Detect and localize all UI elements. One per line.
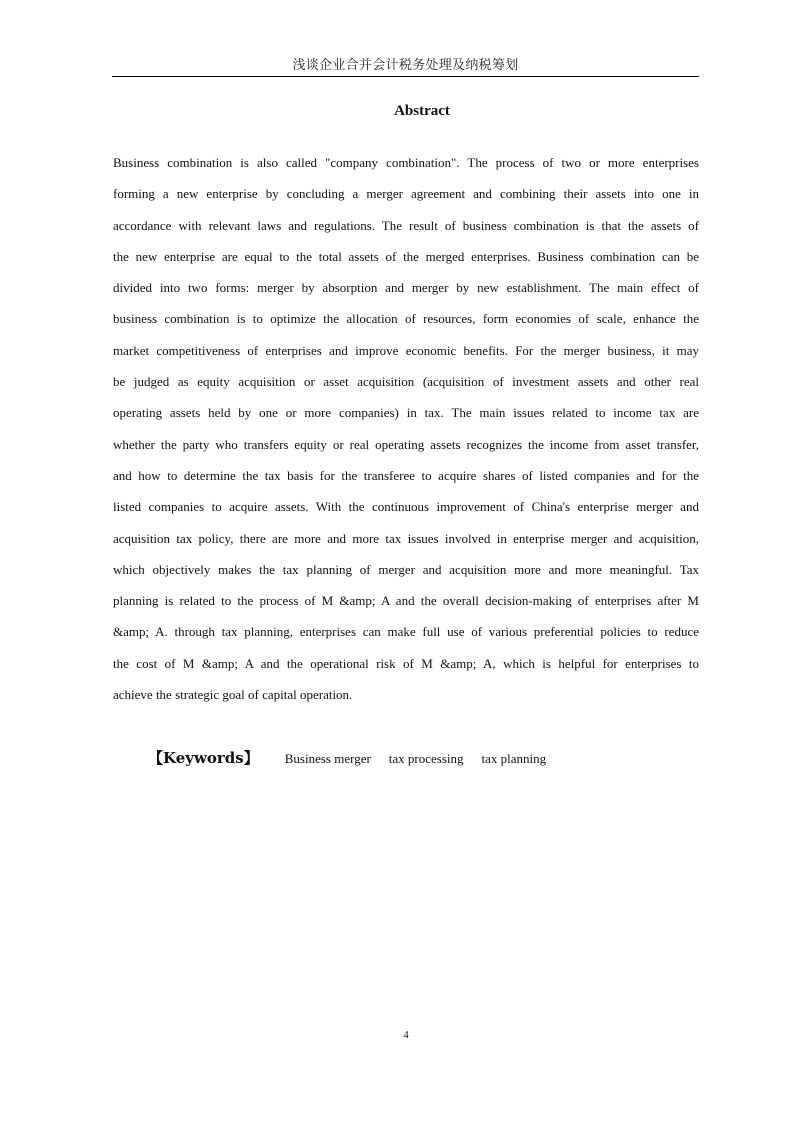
keyword-item: Business merger — [284, 751, 371, 766]
abstract-line: operating assets held by one or more companies) in tax. The main issues related to income tax are — [113, 405, 699, 421]
abstract-line: accordance with relevant laws and regulations. The result of business combination is that the assets of — [113, 217, 699, 233]
abstract-line: business combination is to optimize the allocation of resources, form economies of scale, enhance the — [113, 311, 699, 327]
abstract-body — [113, 151, 699, 714]
abstract-line: the new enterprise are equal to the total assets of the merged enterprises. Business combination can be — [113, 248, 699, 264]
abstract-line: &amp; A. through tax planning, enterprises can make full use of various preferential policies to reduce — [113, 624, 699, 640]
document-title: 浅谈企业合并会计税务处理及纳税筹划 — [292, 58, 519, 73]
abstract-line: which objectively makes the tax planning of merger and acquisition more and more meaningful. Tax — [113, 561, 699, 577]
keyword-item: tax processing — [388, 751, 464, 766]
abstract-line: planning is related to the process of M &amp; A and the overall decision-making of enterprises after M — [113, 593, 699, 609]
abstract-line: market competitiveness of enterprises and improve economic benefits. For the merger business, it may — [113, 342, 699, 358]
page-header — [112, 56, 699, 77]
abstract-line: the cost of M &amp; A and the operational risk of M &amp; A, which is helpful for enterprises to — [113, 655, 699, 671]
abstract-line: be judged as equity acquisition or asset acquisition (acquisition of investment assets and other real — [113, 374, 699, 390]
abstract-line: achieve the strategic goal of capital operation. — [113, 687, 353, 703]
keywords-section — [148, 745, 560, 771]
abstract-line: whether the party who transfers equity or real operating assets recognizes the income from asset transfer, — [113, 436, 699, 452]
page-number: 4 — [403, 1029, 409, 1041]
abstract-line: listed companies to acquire assets. With the continuous improvement of China's enterprise merger and — [113, 499, 699, 515]
abstract-line: forming a new enterprise by concluding a merger agreement and combining their assets into one in — [113, 186, 699, 202]
abstract-line: Business combination is also called "company combination". The process of two or more enterprises — [113, 155, 699, 170]
keyword-item: tax planning — [481, 751, 547, 766]
keywords-label: 【Keywords】 — [148, 749, 259, 767]
abstract-heading: Abstract — [394, 103, 450, 119]
abstract-line: divided into two forms: merger by absorption and merger by new establishment. The main effect of — [113, 280, 699, 296]
abstract-line: acquisition tax policy, there are more and more tax issues involved in enterprise merger and acquisition, — [113, 530, 699, 546]
abstract-line: and how to determine the tax basis for the transferee to acquire shares of listed companies and for the — [113, 467, 699, 483]
